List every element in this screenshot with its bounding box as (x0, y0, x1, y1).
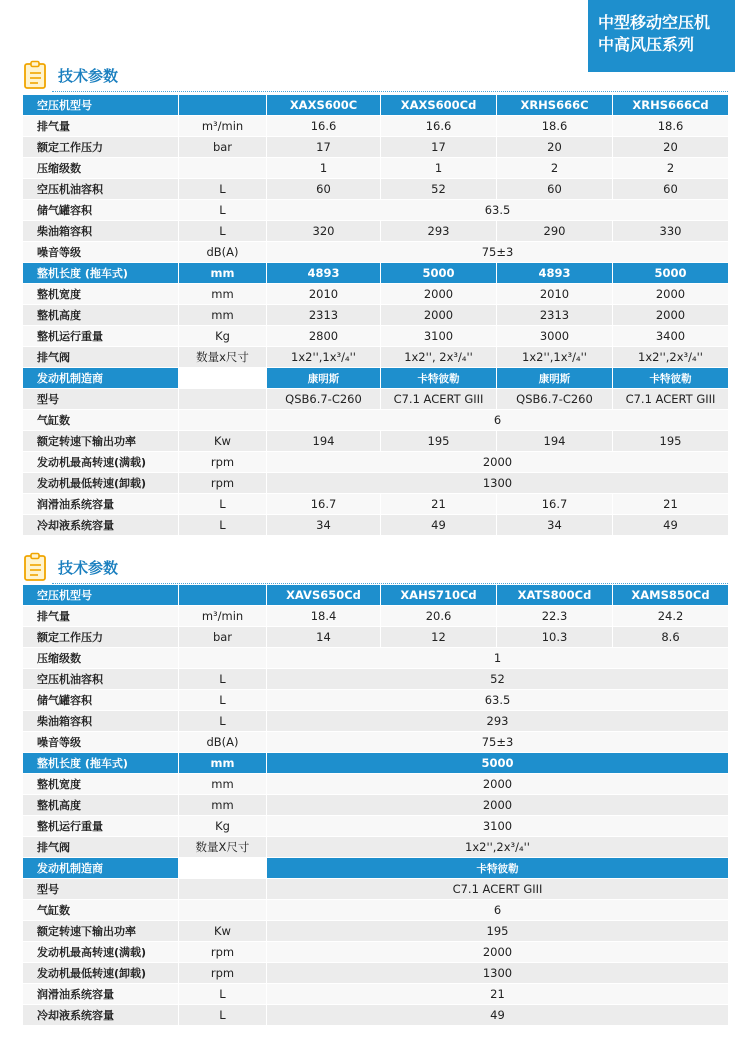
row-value: 2000 (267, 452, 729, 473)
row-value: 16.7 (267, 494, 381, 515)
row-unit: mm (179, 753, 267, 774)
row-value: 康明斯 (267, 368, 381, 389)
row-value: 2010 (497, 284, 613, 305)
row-value: 1300 (267, 963, 729, 984)
model-name: XAMS850Cd (613, 585, 729, 606)
row-value: 293 (381, 221, 497, 242)
row-unit: dB(A) (179, 242, 267, 263)
row-value: 17 (381, 137, 497, 158)
row-unit: mm (179, 305, 267, 326)
table-row (23, 690, 729, 711)
row-value: 21 (381, 494, 497, 515)
row-value: 194 (267, 431, 381, 452)
document-icon (22, 60, 48, 90)
table-row (23, 753, 729, 774)
model-name: XRHS666Cd (613, 95, 729, 116)
table-row (23, 585, 729, 606)
row-value: 34 (267, 515, 381, 536)
row-value: 16.7 (497, 494, 613, 515)
row-value: 6 (267, 410, 729, 431)
row-value: 3100 (267, 816, 729, 837)
row-unit: L (179, 711, 267, 732)
row-value: 16.6 (381, 116, 497, 137)
row-value: 49 (267, 1005, 729, 1026)
table-row (23, 900, 729, 921)
row-label: 储气罐容积 (23, 200, 179, 221)
row-unit: rpm (179, 942, 267, 963)
row-label: 空压机油容积 (23, 179, 179, 200)
row-label: 压缩级数 (23, 648, 179, 669)
table-row (23, 410, 729, 431)
row-label: 储气罐容积 (23, 690, 179, 711)
row-value: C7.1 ACERT GIII (267, 879, 729, 900)
section1-divider (52, 91, 728, 92)
row-value: 49 (613, 515, 729, 536)
row-unit (179, 158, 267, 179)
row-unit: L (179, 494, 267, 515)
row-unit: mm (179, 774, 267, 795)
table-row (23, 837, 729, 858)
row-label: 柴油箱容积 (23, 711, 179, 732)
row-value: 60 (497, 179, 613, 200)
row-label: 空压机型号 (23, 585, 179, 606)
table-row (23, 368, 729, 389)
row-label: 整机高度 (23, 305, 179, 326)
spec-table-1 (22, 94, 729, 536)
row-label: 排气阀 (23, 347, 179, 368)
row-value: 2000 (267, 774, 729, 795)
row-unit: m³/min (179, 116, 267, 137)
row-value: 60 (613, 179, 729, 200)
row-value: 63.5 (267, 200, 729, 221)
table-row (23, 305, 729, 326)
row-unit: dB(A) (179, 732, 267, 753)
table-row (23, 732, 729, 753)
row-unit: Kw (179, 921, 267, 942)
row-value: 21 (613, 494, 729, 515)
row-value: 21 (267, 984, 729, 1005)
section1-title: 技术参数 (58, 67, 119, 85)
row-value: 22.3 (497, 606, 613, 627)
row-unit: 数量X尺寸 (179, 837, 267, 858)
row-unit: rpm (179, 452, 267, 473)
row-value: 290 (497, 221, 613, 242)
row-value: 75±3 (267, 242, 729, 263)
table-row (23, 942, 729, 963)
row-label: 额定工作压力 (23, 137, 179, 158)
table-row (23, 473, 729, 494)
section2-header (22, 552, 728, 584)
table-row (23, 494, 729, 515)
row-value: 20 (497, 137, 613, 158)
row-label: 冷却液系统容量 (23, 515, 179, 536)
table-row (23, 200, 729, 221)
row-label: 发动机最低转速(卸载) (23, 473, 179, 494)
table-row (23, 116, 729, 137)
row-unit: L (179, 515, 267, 536)
table-row (23, 95, 729, 116)
model-name: XAXS600Cd (381, 95, 497, 116)
row-label: 气缸数 (23, 410, 179, 431)
row-label: 柴油箱容积 (23, 221, 179, 242)
row-label: 整机长度 (拖车式) (23, 263, 179, 284)
row-unit: L (179, 984, 267, 1005)
row-label: 整机运行重量 (23, 326, 179, 347)
row-unit (179, 900, 267, 921)
table-row (23, 921, 729, 942)
row-value: 24.2 (613, 606, 729, 627)
section1-header (22, 60, 728, 92)
table-row (23, 795, 729, 816)
row-label: 发动机最低转速(卸载) (23, 963, 179, 984)
row-unit: rpm (179, 963, 267, 984)
row-unit: m³/min (179, 606, 267, 627)
row-value: 8.6 (613, 627, 729, 648)
row-unit (179, 95, 267, 116)
row-value: 17 (267, 137, 381, 158)
row-unit: mm (179, 284, 267, 305)
row-value: 2000 (381, 305, 497, 326)
row-label: 额定转速下输出功率 (23, 431, 179, 452)
row-value: 卡特彼勒 (613, 368, 729, 389)
row-value: 卡特彼勒 (381, 368, 497, 389)
table-row (23, 179, 729, 200)
row-label: 整机宽度 (23, 774, 179, 795)
row-unit (179, 648, 267, 669)
row-label: 排气量 (23, 606, 179, 627)
row-value: 34 (497, 515, 613, 536)
row-unit: L (179, 200, 267, 221)
table-row (23, 347, 729, 368)
row-value: 330 (613, 221, 729, 242)
document-icon (22, 552, 48, 582)
row-value: 194 (497, 431, 613, 452)
row-unit: L (179, 1005, 267, 1026)
table-row (23, 452, 729, 473)
row-value: 195 (613, 431, 729, 452)
row-value: 2313 (267, 305, 381, 326)
row-label: 排气阀 (23, 837, 179, 858)
table-row (23, 263, 729, 284)
row-label: 排气量 (23, 116, 179, 137)
table-row (23, 137, 729, 158)
row-value: 6 (267, 900, 729, 921)
row-unit: bar (179, 627, 267, 648)
row-value: 2000 (381, 284, 497, 305)
row-label: 压缩级数 (23, 158, 179, 179)
row-value: C7.1 ACERT GIII (613, 389, 729, 410)
row-label: 型号 (23, 879, 179, 900)
model-name: XAVS650Cd (267, 585, 381, 606)
table-row (23, 711, 729, 732)
row-value: QSB6.7-C260 (267, 389, 381, 410)
table-row (23, 1005, 729, 1026)
row-unit (179, 368, 267, 389)
row-unit: L (179, 690, 267, 711)
row-value: 320 (267, 221, 381, 242)
row-unit (179, 389, 267, 410)
row-value: 1300 (267, 473, 729, 494)
row-unit: rpm (179, 473, 267, 494)
row-label: 整机宽度 (23, 284, 179, 305)
row-value: 2 (497, 158, 613, 179)
row-label: 润滑油系统容量 (23, 984, 179, 1005)
row-value: 49 (381, 515, 497, 536)
row-value: 3000 (497, 326, 613, 347)
row-value: 卡特彼勒 (267, 858, 729, 879)
table-row (23, 648, 729, 669)
row-value: 2 (613, 158, 729, 179)
row-value: 2000 (267, 795, 729, 816)
table-row (23, 431, 729, 452)
row-value: 10.3 (497, 627, 613, 648)
row-value: 75±3 (267, 732, 729, 753)
row-label: 发动机最高转速(满载) (23, 942, 179, 963)
row-label: 发动机最高转速(满载) (23, 452, 179, 473)
row-label: 额定工作压力 (23, 627, 179, 648)
row-value: 4893 (497, 263, 613, 284)
row-unit: mm (179, 263, 267, 284)
row-label: 噪音等级 (23, 732, 179, 753)
row-label: 整机长度 (拖车式) (23, 753, 179, 774)
row-value: 52 (381, 179, 497, 200)
row-value: 3100 (381, 326, 497, 347)
row-value: 18.4 (267, 606, 381, 627)
row-value: 1 (267, 158, 381, 179)
model-name: XRHS666C (497, 95, 613, 116)
row-label: 润滑油系统容量 (23, 494, 179, 515)
table-row (23, 816, 729, 837)
row-unit: L (179, 179, 267, 200)
row-value: 3400 (613, 326, 729, 347)
row-value: 康明斯 (497, 368, 613, 389)
row-value: 195 (381, 431, 497, 452)
row-value: 1x2'',1x³/₄'' (267, 347, 381, 368)
row-value: 20.6 (381, 606, 497, 627)
model-name: XAXS600C (267, 95, 381, 116)
row-unit (179, 858, 267, 879)
row-value: 2000 (267, 942, 729, 963)
row-value: 1x2'', 2x³/₄'' (381, 347, 497, 368)
row-unit: L (179, 669, 267, 690)
series-title-line1: 中型移动空压机 (598, 13, 711, 32)
table-row (23, 858, 729, 879)
row-value: QSB6.7-C260 (497, 389, 613, 410)
row-value: 2000 (613, 305, 729, 326)
row-label: 噪音等级 (23, 242, 179, 263)
row-unit (179, 410, 267, 431)
series-title-line2: 中高风压系列 (598, 35, 695, 54)
spec-table-2 (22, 584, 729, 1026)
row-label: 整机高度 (23, 795, 179, 816)
row-value: 60 (267, 179, 381, 200)
row-unit: bar (179, 137, 267, 158)
row-value: 18.6 (497, 116, 613, 137)
row-value: 1 (267, 648, 729, 669)
table-row (23, 389, 729, 410)
row-value: 5000 (613, 263, 729, 284)
row-label: 整机运行重量 (23, 816, 179, 837)
row-value: 195 (267, 921, 729, 942)
row-label: 空压机油容积 (23, 669, 179, 690)
table-row (23, 984, 729, 1005)
row-value: 2010 (267, 284, 381, 305)
row-value: 20 (613, 137, 729, 158)
row-unit: 数量x尺寸 (179, 347, 267, 368)
row-value: 1x2'',1x³/₄'' (497, 347, 613, 368)
row-value: 4893 (267, 263, 381, 284)
row-value: 1 (381, 158, 497, 179)
row-label: 发动机制造商 (23, 368, 179, 389)
row-label: 气缸数 (23, 900, 179, 921)
table-row (23, 627, 729, 648)
row-value: 16.6 (267, 116, 381, 137)
row-value: 2313 (497, 305, 613, 326)
table-row (23, 158, 729, 179)
row-label: 型号 (23, 389, 179, 410)
row-value: 5000 (381, 263, 497, 284)
row-unit: Kg (179, 816, 267, 837)
row-unit (179, 879, 267, 900)
table-row (23, 963, 729, 984)
row-label: 发动机制造商 (23, 858, 179, 879)
row-label: 空压机型号 (23, 95, 179, 116)
row-unit: Kg (179, 326, 267, 347)
row-value: 18.6 (613, 116, 729, 137)
table-row (23, 669, 729, 690)
row-value: 2800 (267, 326, 381, 347)
model-name: XATS800Cd (497, 585, 613, 606)
table-row (23, 284, 729, 305)
row-unit: L (179, 221, 267, 242)
row-value: 5000 (267, 753, 729, 774)
row-value: 63.5 (267, 690, 729, 711)
row-value: 14 (267, 627, 381, 648)
row-unit (179, 585, 267, 606)
row-label: 额定转速下输出功率 (23, 921, 179, 942)
table-row (23, 326, 729, 347)
table-row (23, 879, 729, 900)
row-value: C7.1 ACERT GIII (381, 389, 497, 410)
row-value: 1x2'',2x³/₄'' (267, 837, 729, 858)
table-row (23, 221, 729, 242)
row-label: 冷却液系统容量 (23, 1005, 179, 1026)
row-unit: mm (179, 795, 267, 816)
row-unit: Kw (179, 431, 267, 452)
row-value: 52 (267, 669, 729, 690)
row-value: 293 (267, 711, 729, 732)
row-value: 12 (381, 627, 497, 648)
table-row (23, 606, 729, 627)
row-value: 1x2'',2x³/₄'' (613, 347, 729, 368)
model-name: XAHS710Cd (381, 585, 497, 606)
table-row (23, 242, 729, 263)
table-row (23, 774, 729, 795)
table-row (23, 515, 729, 536)
row-value: 2000 (613, 284, 729, 305)
section2-title: 技术参数 (58, 559, 119, 577)
